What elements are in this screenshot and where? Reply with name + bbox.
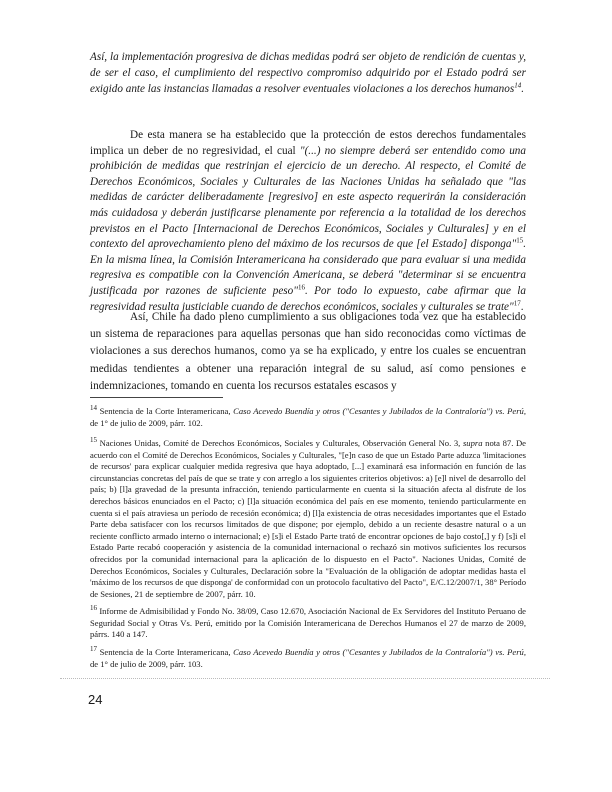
footnote-16 bbox=[90, 606, 526, 641]
paragraph-text: Así, la implementación progresiva de dichas medidas podrá ser objeto de rendición de cuentas y, de ser el caso, el cumplimiento del respectivo compromiso adquirido por el Estado podrá ser exigido ante las instancias llamadas a resolver eventuales violaciones a los derechos humanos bbox=[90, 51, 526, 95]
footer-dotted-line bbox=[60, 678, 550, 679]
quoted-text: "(...) no siempre deberá ser entendido como una prohibición de medidas que restrinjan el ejercicio de un derecho. Al respecto, el Comité de Derechos Económicos, Sociales y Culturales de las Naciones Unidas ha señalado que "las medidas de carácter deliberadamente [regresivo] en este aspecto requerirán la consideración más cuidadosa y deberán justificarse plenamente por referencia a la totalidad de los derechos previstos en el Pacto [Internacional de Derechos Económicos, Sociales y Culturales] y en el contexto del aprovechamiento pleno del máximo de los recursos de que [el Estado] disponga" bbox=[90, 144, 526, 251]
paragraph-text: De esta manera se ha establecido que la protección de estos derechos fundamentales implica un deber de no regresividad, el cual bbox=[90, 129, 526, 157]
footnote-14 bbox=[90, 406, 526, 429]
case-title: Caso Acevedo Buendía y otros ("Cesantes y Jubilados de la Contraloría") vs. Perú bbox=[233, 406, 524, 416]
footnote-text: Sentencia de la Corte Interamericana, bbox=[97, 647, 234, 657]
footnote-text: Informe de Admisibilidad y Fondo No. 38/09, Caso 12.670, Asociación Nacional de Ex Servidores del Instituto Peruano de Seguridad Social y Otras Vs. Perú, emitido por la Comisión Interamericana de Derechos Humanos el 27 de marzo de 2009, párrs. 140 a 147. bbox=[90, 606, 526, 640]
paragraph-chile-compliance bbox=[90, 309, 526, 395]
footnote-divider bbox=[90, 397, 223, 398]
footnote-number: 16 bbox=[90, 604, 97, 613]
paragraph-quote-implementation: Así, la implementación progresiva de dichas medidas podrá ser objeto de rendición de cuentas y, de ser el caso, el cumplimiento del respectivo compromiso adquirido por el Estado podrá ser exigido ante las instancias llamadas a resolver eventuales violaciones a los derechos humanos$^{14}$. bbox=[90, 51, 526, 95]
footnote-ref-15[interactable]: 15 bbox=[516, 236, 524, 245]
footnote-number: 17 bbox=[90, 645, 97, 654]
case-title: Caso Acevedo Buendía y otros ("Cesantes y Jubilados de la Contraloría") vs. Perú bbox=[233, 647, 524, 657]
footnote-text: nota 87. De acuerdo con el Comité de Derechos Económicos, Sociales y Culturales, "[e]n caso de que un Estado Parte aduzca 'limitaciones de recursos' para explicar cualquier medida regresiva que haya adoptado, [...] examinará esa información en función de las circunstancias concretas del país de que se trate y con arreglo a los siguientes criterios objetivos: a) [e]l nivel de desarrollo del país; b) [l]a gravedad de la presunta infracción, teniendo particularmente en cuenta si la situación afecta al disfrute de los derechos básicos enunciados en el Pacto; c) [l]a situación económica del país en ese momento, teniendo particularmente en cuenta si el país atraviesa un período de recesión económica; d) [l]a existencia de otras necesidades importantes que el Estado Parte deba satisfacer con los recursos limitados de que dispone; por ejemplo, debido a un reciente desastre natural o a un reciente conflicto armado interno o internacional; e) [s]i el Estado Parte trató de encontrar opciones de bajo costo[,] y f) [s]i el Estado Parte recabó cooperación y asistencia de la comunidad internacional o rechazó sin motivos suficientes los recursos ofrecidos por la comunidad internacional para la aplicación de lo dispuesto en el Pacto". Naciones Unidas, Comité de Derechos Económicos, Sociales y Culturales, Declaración sobre la "Evaluación de la obligación de adoptar medidas hasta el 'máximo de los recursos de que disponga' de conformidad con un protocolo facultativo del Pacto", E/C.12/2007/1, 38° Período de Sesiones, 21 de septiembre de 2007, párr. 10. bbox=[90, 438, 527, 599]
page-number: 24 bbox=[88, 692, 103, 707]
quoted-text: . En la misma línea, la Comisión Interamericana ha considerado que para evaluar si una medida regresiva es compatible con la Convención Americana, se deberá "determinar si se encuentra justificada por razones de suficiente peso" bbox=[90, 238, 526, 297]
footnote-text: Naciones Unidas, Comité de Derechos Económicos, Sociales y Culturales, Observación General No. 3, bbox=[97, 438, 463, 448]
paragraph-non-regression: De esta manera se ha establecido que la protección de estos derechos fundamentales implica un deber de no regresividad, el cual "(...) no siempre deberá ser entendido como una prohibición de medidas que restrinjan el ejercicio de un derecho. Al respecto, el Comité de Derechos Económicos, Sociales y Culturales de las Naciones Unidas ha señalado que "las medidas de carácter deliberadamente [regresivo] en este aspecto requerirán la consideración más cuidadosa y deberán justificarse plenamente por referencia a la totalidad de los derechos previstos en el Pacto [Internacional de Derechos Económicos, Sociales y Culturales] y en el contexto del aprovechamiento pleno del máximo de los recursos de que [el Estado] disponga"$^{15}$. En la misma línea, la Comisión Interamericana ha considerado que para evaluar si una medida regresiva es compatible con la Convención Americana, se deberá "determinar si se encuentra justificada por razones de suficiente peso"$^{16}$. Por todo lo expuesto, cabe afirmar que la regresividad resulta justiciable cuando de derechos económicos, sociales y culturales se trate"$^{17}$. bbox=[90, 129, 526, 313]
footnote-supra: supra bbox=[462, 438, 483, 448]
footnote-text: , de 1° de julio de 2009, párr. 102. bbox=[90, 406, 526, 428]
footnote-number: 15 bbox=[90, 436, 97, 445]
footnote-ref-17[interactable]: 17 bbox=[513, 298, 521, 307]
footnote-17 bbox=[90, 647, 526, 670]
footnote-ref-16[interactable]: 16 bbox=[297, 283, 305, 292]
footnote-ref-14[interactable]: 14 bbox=[514, 80, 522, 89]
paragraph-text: Así, Chile ha dado pleno cumplimiento a sus obligaciones toda vez que ha establecido un sistema de reparaciones para aquellas personas que han sido reconocidas como víctimas de violaciones a sus derechos humanos, como ya se ha explicado, y entre los cuales se encuentran medidas tendientes a obtener una reparación integral de su salud, así como pensiones e indemnizaciones, tomando en cuenta los recursos estatales escasos y bbox=[90, 311, 526, 392]
footnote-text: , de 1° de julio de 2009, párr. 103. bbox=[90, 647, 526, 669]
quoted-text: . Por todo lo expuesto, cabe afirmar que la regresividad resulta justiciable cuando de derechos económicos, sociales y culturales se trate" bbox=[90, 284, 526, 313]
footnote-number: 14 bbox=[90, 404, 97, 413]
footnote-text: Sentencia de la Corte Interamericana, bbox=[97, 406, 234, 416]
footnote-15 bbox=[90, 438, 526, 600]
